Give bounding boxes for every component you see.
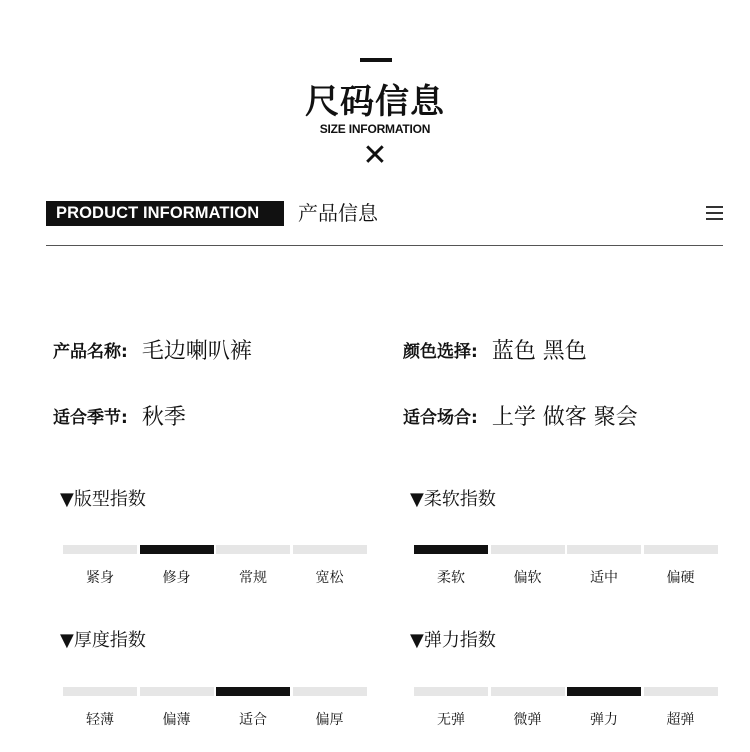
scale-segment xyxy=(216,545,290,554)
scale-segment xyxy=(63,687,137,696)
fit-index-title: ▼版型指数 xyxy=(60,489,146,510)
field-value: 毛边喇叭裤 xyxy=(141,338,252,364)
elasticity-index-scale xyxy=(414,687,720,727)
scale-segment xyxy=(567,545,641,554)
scale-segment xyxy=(644,545,718,554)
fit-index-scale xyxy=(63,545,369,585)
scale-option-label: 弹力 xyxy=(590,712,618,728)
softness-index-title: ▼柔软指数 xyxy=(410,489,496,510)
scale-segment-selected xyxy=(140,545,214,554)
scale-option-label: 适合 xyxy=(239,712,267,728)
field-product-name xyxy=(53,334,252,364)
scale-option-label: 无弹 xyxy=(437,712,465,728)
scale-segment xyxy=(644,687,718,696)
scale-option-label: 适中 xyxy=(590,570,618,586)
scale-option-label: 微弹 xyxy=(513,712,542,728)
field-color-options xyxy=(403,334,587,364)
scale-option-label: 常规 xyxy=(239,570,267,586)
scale-segment xyxy=(491,545,565,554)
scale-segment-selected xyxy=(567,687,641,696)
hamburger-menu-icon xyxy=(706,206,723,220)
field-label: 适合季节: xyxy=(53,407,128,428)
page-title: 尺码信息 xyxy=(305,82,445,122)
field-label: 颜色选择: xyxy=(403,341,478,362)
scale-option-label: 偏软 xyxy=(513,570,542,586)
scale-segment xyxy=(293,687,367,696)
elasticity-index-title: ▼弹力指数 xyxy=(410,630,496,651)
scale-segment-selected xyxy=(414,545,488,554)
section-header-en: PRODUCT INFORMATION xyxy=(46,201,284,226)
scale-segment xyxy=(140,687,214,696)
scale-segment-selected xyxy=(216,687,290,696)
scale-option-label: 偏厚 xyxy=(315,712,344,728)
thickness-index-title: ▼厚度指数 xyxy=(60,630,146,651)
scale-option-label: 宽松 xyxy=(315,570,344,586)
section-header-cn: 产品信息 xyxy=(298,201,378,225)
field-label: 适合场合: xyxy=(403,407,478,428)
scale-option-label: 柔软 xyxy=(437,570,465,586)
scale-option-label: 修身 xyxy=(162,570,191,586)
scale-option-label: 超弹 xyxy=(666,712,695,728)
field-season xyxy=(53,400,186,430)
scale-segment xyxy=(293,545,367,554)
scale-segment xyxy=(491,687,565,696)
field-value: 秋季 xyxy=(141,404,186,430)
section-divider xyxy=(46,245,723,246)
field-occasion xyxy=(403,400,638,430)
top-dash-decoration xyxy=(360,58,392,62)
scale-segment xyxy=(63,545,137,554)
scale-option-label: 轻薄 xyxy=(86,712,114,728)
scale-option-label: 偏硬 xyxy=(666,570,695,586)
scale-option-label: 偏薄 xyxy=(162,712,191,728)
scale-option-label: 紧身 xyxy=(86,570,114,586)
field-label: 产品名称: xyxy=(53,341,128,362)
page-subtitle: SIZE INFORMATION xyxy=(319,122,431,136)
softness-index-scale xyxy=(414,545,720,585)
thickness-index-scale xyxy=(63,687,369,727)
scale-segment xyxy=(414,687,488,696)
close-icon: ✕ xyxy=(362,138,388,173)
field-value: 上学 做客 聚会 xyxy=(491,404,638,430)
field-value: 蓝色 黑色 xyxy=(491,338,587,364)
